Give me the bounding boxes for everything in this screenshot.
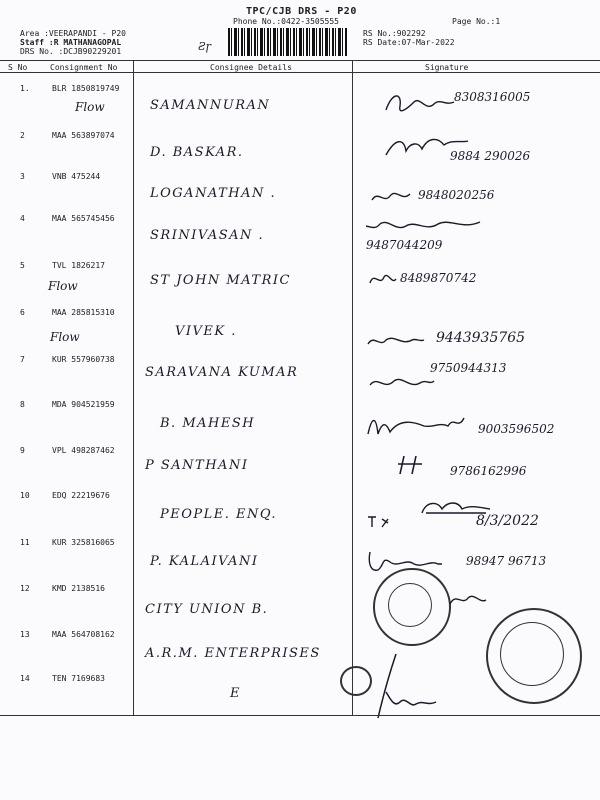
table-row bbox=[0, 538, 600, 585]
row-signature bbox=[366, 402, 586, 442]
signature-scribble bbox=[366, 216, 484, 238]
header-divider bbox=[0, 72, 600, 73]
table-row bbox=[0, 446, 600, 493]
row-consignee: P SANTHANI bbox=[145, 458, 249, 473]
bank-stamp-inner bbox=[388, 583, 432, 627]
row-sno: 1. bbox=[20, 84, 30, 93]
row-sno: 8 bbox=[20, 400, 25, 409]
row-consignment-no: KUR 557960738 bbox=[52, 355, 115, 364]
row-note: Flow bbox=[75, 100, 105, 114]
sheet-title: TPC/CJB DRS - P20 bbox=[246, 6, 357, 17]
row-consignee: LOGANATHAN . bbox=[150, 186, 277, 201]
row-consignment-no: VPL 498287462 bbox=[52, 446, 115, 455]
row-signature bbox=[366, 174, 586, 214]
table-row bbox=[0, 355, 600, 402]
signature-phone: 8489870742 bbox=[400, 271, 477, 285]
column-header-signature: Signature bbox=[425, 63, 469, 72]
signature-date: 8/3/2022 bbox=[476, 513, 539, 529]
column-header-consignment: Consignment No bbox=[50, 63, 118, 72]
signature-scribble bbox=[382, 90, 462, 120]
row-consignee: ST JOHN MATRIC bbox=[150, 273, 291, 288]
signature-phone: 9884 290026 bbox=[450, 149, 531, 163]
row-sno: 11 bbox=[20, 538, 30, 547]
barcode bbox=[228, 28, 348, 56]
row-signature bbox=[366, 133, 586, 173]
signature-phone: 98947 96713 bbox=[466, 554, 547, 568]
signature-phone: 9487044209 bbox=[366, 238, 443, 252]
row-sno: 9 bbox=[20, 446, 25, 455]
row-note: Flow bbox=[50, 330, 80, 344]
row-consignee: PEOPLE. ENQ. bbox=[160, 507, 278, 522]
row-consignment-no: VNB 475244 bbox=[52, 172, 101, 181]
row-signature bbox=[366, 357, 586, 397]
signature-scribble bbox=[366, 332, 426, 350]
row-consignment-no: MAA 565745456 bbox=[52, 214, 115, 223]
row-sno: 3 bbox=[20, 172, 25, 181]
row-signature bbox=[366, 86, 586, 126]
consignment-table bbox=[0, 60, 600, 800]
signature-phone: 9443935765 bbox=[436, 330, 526, 346]
drs-number: DRS No. :DCJB90229201 bbox=[20, 47, 122, 56]
row-sno: 2 bbox=[20, 131, 25, 140]
row-consignee: E bbox=[230, 686, 241, 701]
enterprise-stamp-inner bbox=[500, 622, 564, 686]
row-consignment-no: KMD 2138516 bbox=[52, 584, 105, 593]
signature-phone: 9750944313 bbox=[430, 361, 507, 375]
row-signature bbox=[366, 216, 586, 256]
signature-scribble bbox=[370, 182, 420, 212]
row-consignee: SARAVANA KUMAR bbox=[145, 365, 299, 380]
row-consignee: SRINIVASAN . bbox=[150, 228, 265, 243]
row-signature bbox=[366, 310, 586, 350]
rs-number: RS No.:902292 bbox=[363, 29, 426, 38]
signature-scribble bbox=[366, 412, 466, 440]
signature-scribble bbox=[396, 452, 426, 478]
area-label: Area :VEERAPANDI - P20 bbox=[20, 29, 126, 38]
table-row bbox=[0, 172, 600, 219]
row-sno: 13 bbox=[20, 630, 30, 639]
row-consignment-no: TEN 7169683 bbox=[52, 674, 105, 683]
row-consignment-no: MAA 285815310 bbox=[52, 308, 115, 317]
row-consignment-no: MDA 904521959 bbox=[52, 400, 115, 409]
row-signature bbox=[366, 448, 586, 488]
signature-scribble bbox=[366, 373, 436, 395]
row-consignment-no: EDQ 22219676 bbox=[52, 491, 110, 500]
row-sno: 6 bbox=[20, 308, 25, 317]
table-row bbox=[0, 214, 600, 261]
row-consignment-no: MAA 564708162 bbox=[52, 630, 115, 639]
rs-date: RS Date:07-Mar-2022 bbox=[363, 38, 455, 47]
row-sno: 7 bbox=[20, 355, 25, 364]
staff-label: Staff :R MATHANAGOPAL bbox=[20, 38, 122, 47]
row-sno: 12 bbox=[20, 584, 30, 593]
handwritten-mark: Ƨɼ bbox=[198, 40, 211, 53]
row-consignee: CITY UNION B. bbox=[145, 602, 269, 617]
signature-phone: 9003596502 bbox=[478, 422, 555, 436]
row-consignee: SAMANNURAN bbox=[150, 98, 271, 113]
row-consignee: P. KALAIVANI bbox=[150, 554, 259, 569]
row-12-signature bbox=[448, 590, 488, 610]
table-row bbox=[0, 400, 600, 447]
row-consignment-no: KUR 325816065 bbox=[52, 538, 115, 547]
column-header-sno: S No bbox=[8, 63, 28, 72]
row-signature bbox=[366, 493, 586, 533]
table-row bbox=[0, 131, 600, 178]
signature-phone: 9786162996 bbox=[450, 464, 527, 478]
row-consignee: B. MAHESH bbox=[160, 416, 256, 431]
row-consignment-no: TVL 1826217 bbox=[52, 261, 105, 270]
row-consignee: D. BASKAR. bbox=[150, 145, 244, 160]
row-sno: 4 bbox=[20, 214, 25, 223]
row-sno: 14 bbox=[20, 674, 30, 683]
row-consignee: VIVEK . bbox=[175, 324, 237, 339]
row-signature bbox=[366, 263, 586, 303]
column-header-consignee: Consignee Details bbox=[210, 63, 292, 72]
signature-scribble bbox=[368, 269, 398, 291]
row-sno: 10 bbox=[20, 491, 30, 500]
signature-phone: 8308316005 bbox=[454, 90, 531, 104]
table-row bbox=[0, 261, 600, 308]
row-consignment-no: BLR 1850819749 bbox=[52, 84, 120, 93]
row-consignment-no: MAA 563897074 bbox=[52, 131, 115, 140]
row-sno: 5 bbox=[20, 261, 25, 270]
table-row bbox=[0, 308, 600, 355]
signature-phone: 9848020256 bbox=[418, 188, 495, 202]
table-row bbox=[0, 491, 600, 538]
table-row bbox=[0, 84, 600, 131]
row-consignee: A.R.M. ENTERPRISES bbox=[145, 646, 321, 661]
table-bottom-border bbox=[0, 715, 600, 716]
row-14-signature bbox=[366, 652, 456, 722]
phone-number: Phone No.:0422-3505555 bbox=[233, 17, 339, 26]
row-note: Flow bbox=[48, 279, 78, 293]
table-top-border bbox=[0, 60, 600, 61]
page-number: Page No.:1 bbox=[452, 17, 501, 26]
